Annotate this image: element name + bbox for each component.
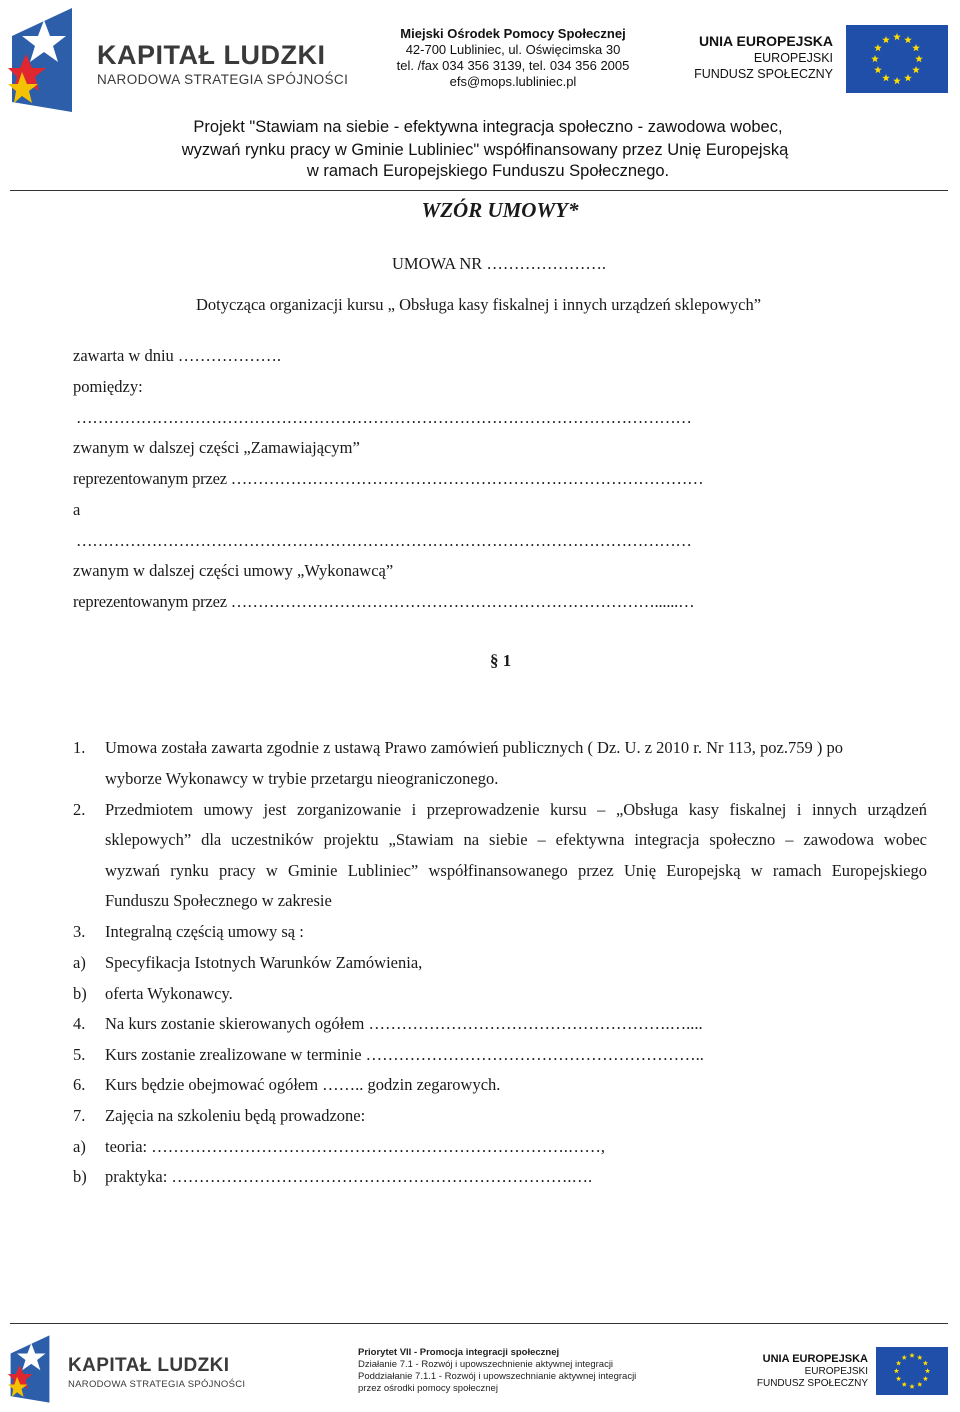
item-5-line-1: Kurs zostanie zrealizowane w terminie …………………………………………………….. (105, 1045, 704, 1064)
item-7a-letter: a) (73, 1137, 86, 1156)
item-3a-letter: a) (73, 953, 86, 972)
footer (0, 1325, 960, 1412)
ordering-party-label: zwanym w dalszej części „Zamawiającym” (73, 438, 360, 457)
program-line-3: Poddziałanie 7.1.1 - Rozwój i upowszechnianie aktywnej integracji (358, 1371, 637, 1382)
item-2-line-4: Funduszu Społecznego w zakresie (105, 891, 332, 910)
institution-address: 42-700 Lubliniec, ul. Oświęcimska 30 (405, 42, 621, 57)
item-1-line-2: wyborze Wykonawcy w trybie przetargu nieograniczonego. (105, 769, 499, 788)
item-7b-line-1: praktyka: ……………………………………………………………….…. (105, 1167, 593, 1186)
kapital-ludzki-logo-icon (8, 6, 76, 114)
item-2-line-3: wyzwań rynku pracy w Gminie Lubliniec” współfinansowanego przez Unię Europejską w ramach Europejskiego (105, 861, 927, 880)
item-3-number: 3. (73, 922, 86, 941)
program-line-4: przez ośrodki pomocy społecznej (358, 1383, 498, 1394)
program-line-1: Priorytet VII - Promocja integracji społecznej (358, 1347, 560, 1358)
footer-eu-line-3: FUNDUSZ SPOŁECZNY (756, 1378, 868, 1389)
project-line-2: wyzwań rynku pracy w Gminie Lubliniec" współfinansowany przez Unię Europejską (181, 141, 789, 159)
project-line-1: Projekt "Stawiam na siebie - efektywna integracja społeczno - zawodowa wobec, (193, 118, 783, 136)
section-heading: § 1 (490, 651, 512, 670)
item-6-number: 6. (73, 1075, 86, 1094)
item-7-number: 7. (73, 1106, 86, 1125)
and-label: a (73, 500, 81, 519)
contract-number: UMOWA NR …………………. (392, 254, 607, 273)
contract-date: zawarta w dniu ………………. (73, 346, 282, 365)
footer-divider (10, 1323, 948, 1324)
eu-line-3: FUNDUSZ SPOŁECZNY (694, 67, 833, 81)
institution-name: Miejski Ośrodek Pomocy Społecznej (400, 26, 626, 41)
header (0, 0, 960, 195)
item-7b-letter: b) (73, 1167, 87, 1186)
item-2-line-1: Przedmiotem umowy jest zorganizowanie i przeprowadzenie kursu – „Obsługa kasy fiskalnej i innych urządzeń (105, 800, 927, 819)
contractor-label: zwanym w dalszej części umowy „Wykonawcą” (73, 561, 394, 580)
document-title: WZÓR UMOWY* (421, 198, 579, 222)
item-3-line-1: Integralną częścią umowy są : (105, 922, 304, 941)
header-divider (10, 190, 948, 191)
item-2-line-2: sklepowych” dla uczestników projektu „Stawiam na siebie – efektywna integracja społeczno – zawodowa wobec (105, 830, 927, 849)
item-7-line-1: Zajęcia na szkoleniu będą prowadzone: (105, 1106, 366, 1125)
party-1-dots: …………………………………………………………………………………………………… (76, 408, 692, 427)
project-line-3: w ramach Europejskiego Funduszu Społecznego. (306, 162, 670, 180)
footer-eu-line-2: EUROPEJSKI (804, 1366, 868, 1377)
institution-phone: tel. /fax 034 356 3139, tel. 034 356 2005 (396, 58, 630, 73)
ordering-party-representative: reprezentowanym przez …………………………………………………………………………… (73, 469, 704, 488)
item-7a-line-1: teoria: ………………………………………………………………….……, (105, 1137, 606, 1156)
institution-email: efs@mops.lubliniec.pl (449, 74, 577, 89)
eu-line-2: EUROPEJSKI (753, 51, 833, 65)
item-1-number: 1. (73, 738, 86, 757)
eu-flag-icon (846, 25, 948, 93)
contractor-representative: reprezentowanym przez ……………………………………………………………………......… (73, 592, 695, 611)
item-4-line-1: Na kurs zostanie skierowanych ogółem ……………………………………………….….... (105, 1014, 703, 1033)
eu-line-1: UNIA EUROPEJSKA (698, 33, 833, 49)
party-2-dots: …………………………………………………………………………………………………… (76, 531, 692, 550)
program-line-2: Działanie 7.1 - Rozwój i upowszechnienie aktywnej integracji (358, 1359, 614, 1370)
footer-eu-line-1: UNIA EUROPEJSKA (762, 1353, 868, 1365)
footer-eu-flag-icon (876, 1347, 948, 1395)
item-2-number: 2. (73, 800, 86, 819)
footer-kapital-ludzki-logo-icon (8, 1333, 52, 1405)
footer-logo-subtitle: NARODOWA STRATEGIA SPÓJNOŚCI (68, 1379, 246, 1390)
contract-subject: Dotycząca organizacji kursu „ Obsługa kasy fiskalnej i innych urządzeń sklepowych” (196, 295, 762, 314)
item-3b-letter: b) (73, 984, 87, 1003)
item-6-line-1: Kurs będzie obejmować ogółem …….. godzin zegarowych. (105, 1075, 501, 1094)
logo-subtitle: NARODOWA STRATEGIA SPÓJNOŚCI (97, 72, 349, 87)
logo-title: KAPITAŁ LUDZKI (97, 40, 326, 70)
item-3b-line-1: oferta Wykonawcy. (105, 984, 233, 1003)
item-4-number: 4. (73, 1014, 86, 1033)
item-3a-line-1: Specyfikacja Istotnych Warunków Zamówienia, (105, 953, 423, 972)
footer-logo-title: KAPITAŁ LUDZKI (68, 1355, 230, 1376)
item-1-line-1: Umowa została zawarta zgodnie z ustawą Prawo zamówień publicznych ( Dz. U. z 2010 r. Nr 113, poz.759 ) po (105, 738, 843, 757)
item-5-number: 5. (73, 1045, 86, 1064)
between-label: pomiędzy: (73, 377, 143, 396)
